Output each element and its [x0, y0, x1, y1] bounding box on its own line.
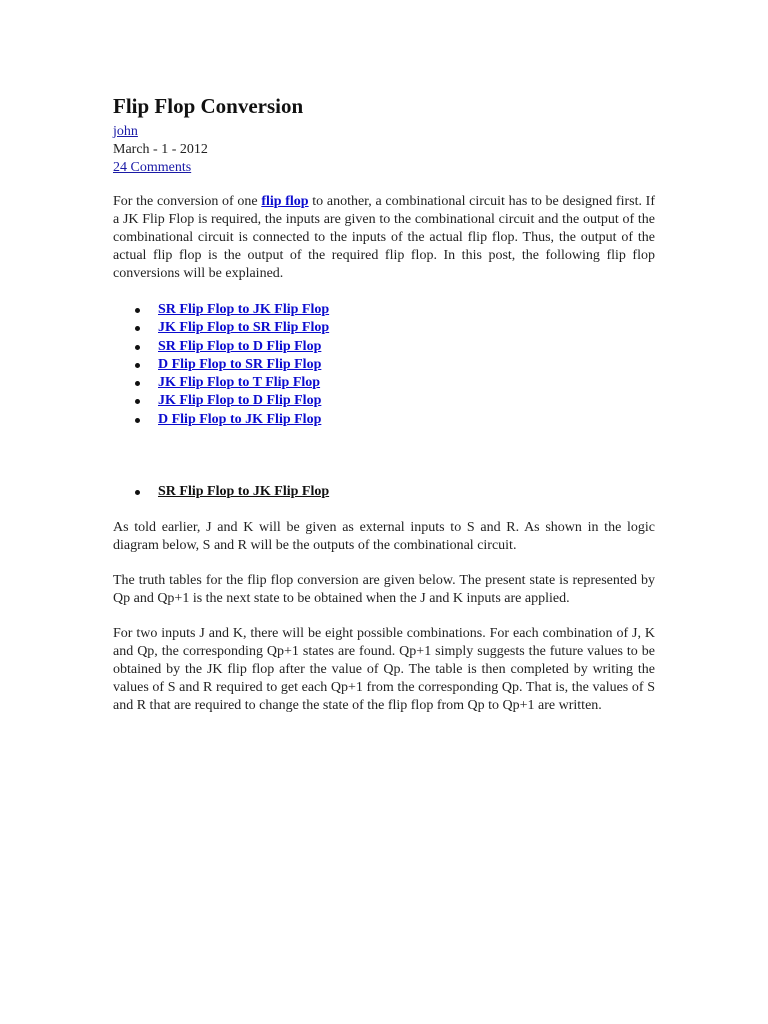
list-item: [158, 483, 655, 501]
section-heading: SR Flip Flop to JK Flip Flop: [158, 484, 330, 500]
list-item: [158, 374, 655, 392]
toc-link-jk-to-t[interactable]: JK Flip Flop to T Flip Flop: [158, 375, 321, 391]
toc-link-jk-to-sr[interactable]: JK Flip Flop to SR Flip Flop: [158, 320, 330, 336]
body-paragraph-1: As told earlier, J and K will be given as external inputs to S and R. As shown in the logic diagram below, S and R will be the outputs of the combinational circuit.: [113, 520, 655, 554]
toc-link-jk-to-d[interactable]: JK Flip Flop to D Flip Flop: [158, 393, 322, 409]
list-item: [158, 301, 655, 319]
list-item: [158, 338, 655, 356]
intro-text-before: For the conversion of one: [113, 194, 262, 209]
body-paragraph-2: The truth tables for the flip flop conversion are given below. The present state is represented by Qp and Qp+1 is the next state to be obtained when the J and K inputs are applied.: [113, 573, 655, 607]
list-item: [158, 392, 655, 410]
conversion-toc-list: [113, 301, 655, 429]
body-paragraph-3: For two inputs J and K, there will be eight possible combinations. For each combination of J, K and Qp, the corresponding Qp+1 states are found. Qp+1 simply suggests the future values to be obtained by the JK flip flop after the value of Qp. The table is then completed by writing the values of S and R required to get each Qp+1 from the corresponding Qp. That is, the values of S and R that are required to change the state of the flip flop from Qp to Qp+1 are written.: [113, 626, 655, 714]
toc-link-sr-to-d[interactable]: SR Flip Flop to D Flip Flop: [158, 338, 322, 354]
intro-paragraph: [113, 193, 655, 283]
author-link[interactable]: john: [113, 124, 138, 139]
toc-link-sr-to-jk[interactable]: SR Flip Flop to JK Flip Flop: [158, 302, 330, 317]
list-item: [158, 319, 655, 337]
toc-link-d-to-sr[interactable]: D Flip Flop to SR Flip Flop: [158, 356, 322, 372]
article-meta: [113, 123, 655, 177]
list-item: [158, 356, 655, 374]
page-title: Flip Flop Conversion: [113, 94, 304, 118]
section-heading-list: [113, 483, 655, 501]
comments-link[interactable]: 24 Comments: [113, 160, 192, 175]
toc-link-d-to-jk[interactable]: D Flip Flop to JK Flip Flop: [158, 411, 322, 427]
article: [113, 92, 655, 715]
post-date: March - 1 - 2012: [113, 142, 208, 157]
intro-text-after: to another, a combinational circuit has to be designed first. If a JK Flip Flop is required, the inputs are given to the combinational circuit and the output of the combinational circuit is connected to the inputs of the actual flip flop. Thus, the output of the actual flip flop is the output of the required flip flop. In this post, the following flip flop conversions will be explained.: [113, 194, 655, 281]
flip-flop-link[interactable]: flip flop: [261, 194, 309, 209]
list-item: [158, 411, 655, 429]
